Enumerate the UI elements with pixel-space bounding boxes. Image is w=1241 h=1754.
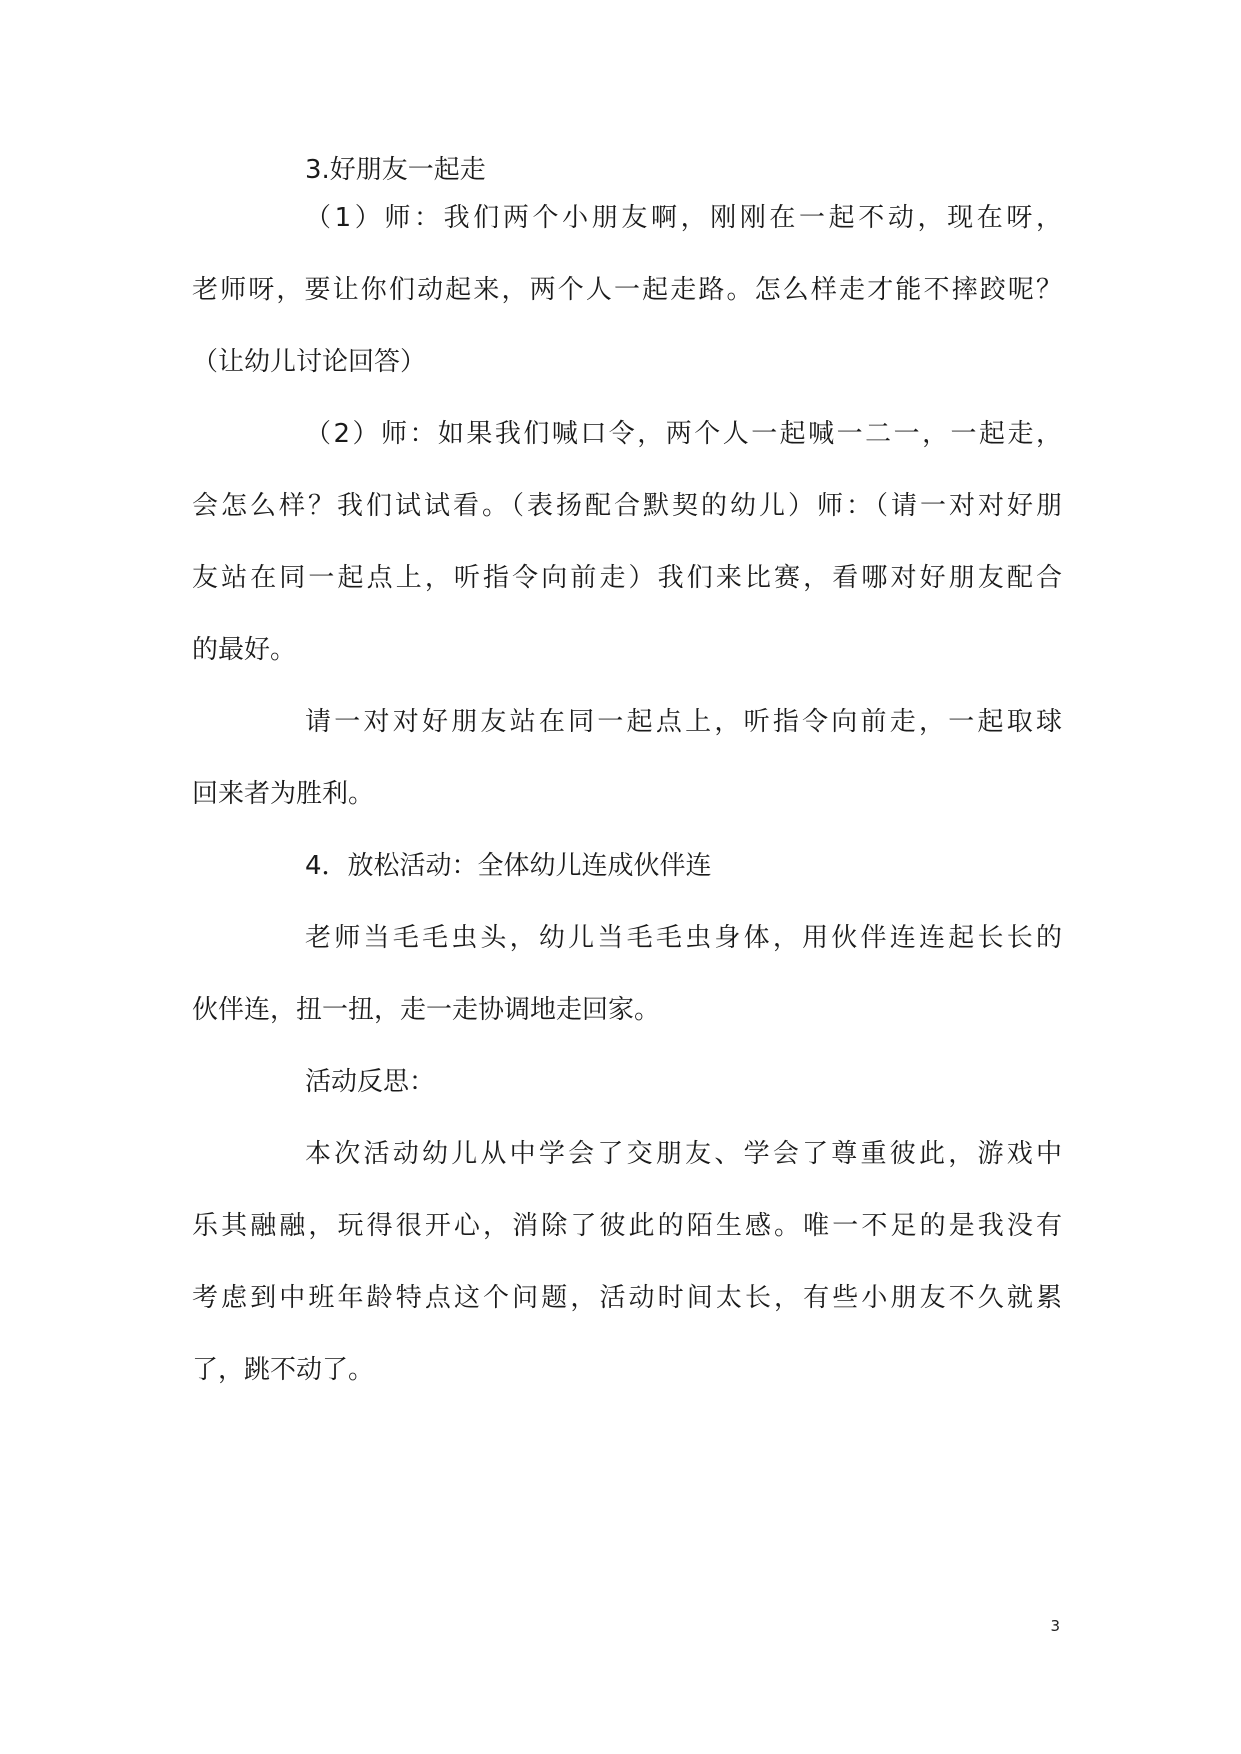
paragraph-line: 伙伴连，扭一扭，走一走协调地走回家。 <box>192 995 661 1025</box>
paragraph-line: （1）师：我们两个小朋友啊，刚刚在一起不动，现在呀， <box>305 203 1062 233</box>
paragraph-line: 友站在同一起点上，听指令向前走）我们来比赛，看哪对好朋友配合 <box>192 563 1062 593</box>
paragraph-line: 了，跳不动了。 <box>192 1355 375 1385</box>
section-heading-3: 3.好朋友一起走 <box>305 155 486 185</box>
paragraph-line: 老师呀，要让你们动起来，两个人一起走路。怎么样走才能不摔跤呢？ <box>192 275 1062 305</box>
section-heading-4: 4．放松活动：全体幼儿连成伙伴连 <box>305 851 712 881</box>
paragraph-line: （2）师：如果我们喊口令，两个人一起喊一二一，一起走， <box>305 419 1062 449</box>
paragraph-line: 乐其融融，玩得很开心，消除了彼此的陌生感。唯一不足的是我没有 <box>192 1211 1062 1241</box>
reflection-heading: 活动反思： <box>305 1067 436 1097</box>
paragraph-line: 请一对对好朋友站在同一起点上，听指令向前走，一起取球 <box>305 707 1062 737</box>
paragraph-line: 回来者为胜利。 <box>192 779 375 809</box>
paragraph-line: 的最好。 <box>192 635 297 665</box>
paragraph-line: 会怎么样？我们试试看。（表扬配合默契的幼儿）师：（请一对对好朋 <box>192 491 1062 521</box>
page-number: 3 <box>1050 1617 1060 1635</box>
paragraph-line: 考虑到中班年龄特点这个问题，活动时间太长，有些小朋友不久就累 <box>192 1283 1062 1313</box>
paragraph-line: 本次活动幼儿从中学会了交朋友、学会了尊重彼此，游戏中 <box>305 1139 1062 1169</box>
paragraph-line: 老师当毛毛虫头，幼儿当毛毛虫身体，用伙伴连连起长长的 <box>305 923 1062 953</box>
paragraph-line: （让幼儿讨论回答） <box>192 347 427 377</box>
